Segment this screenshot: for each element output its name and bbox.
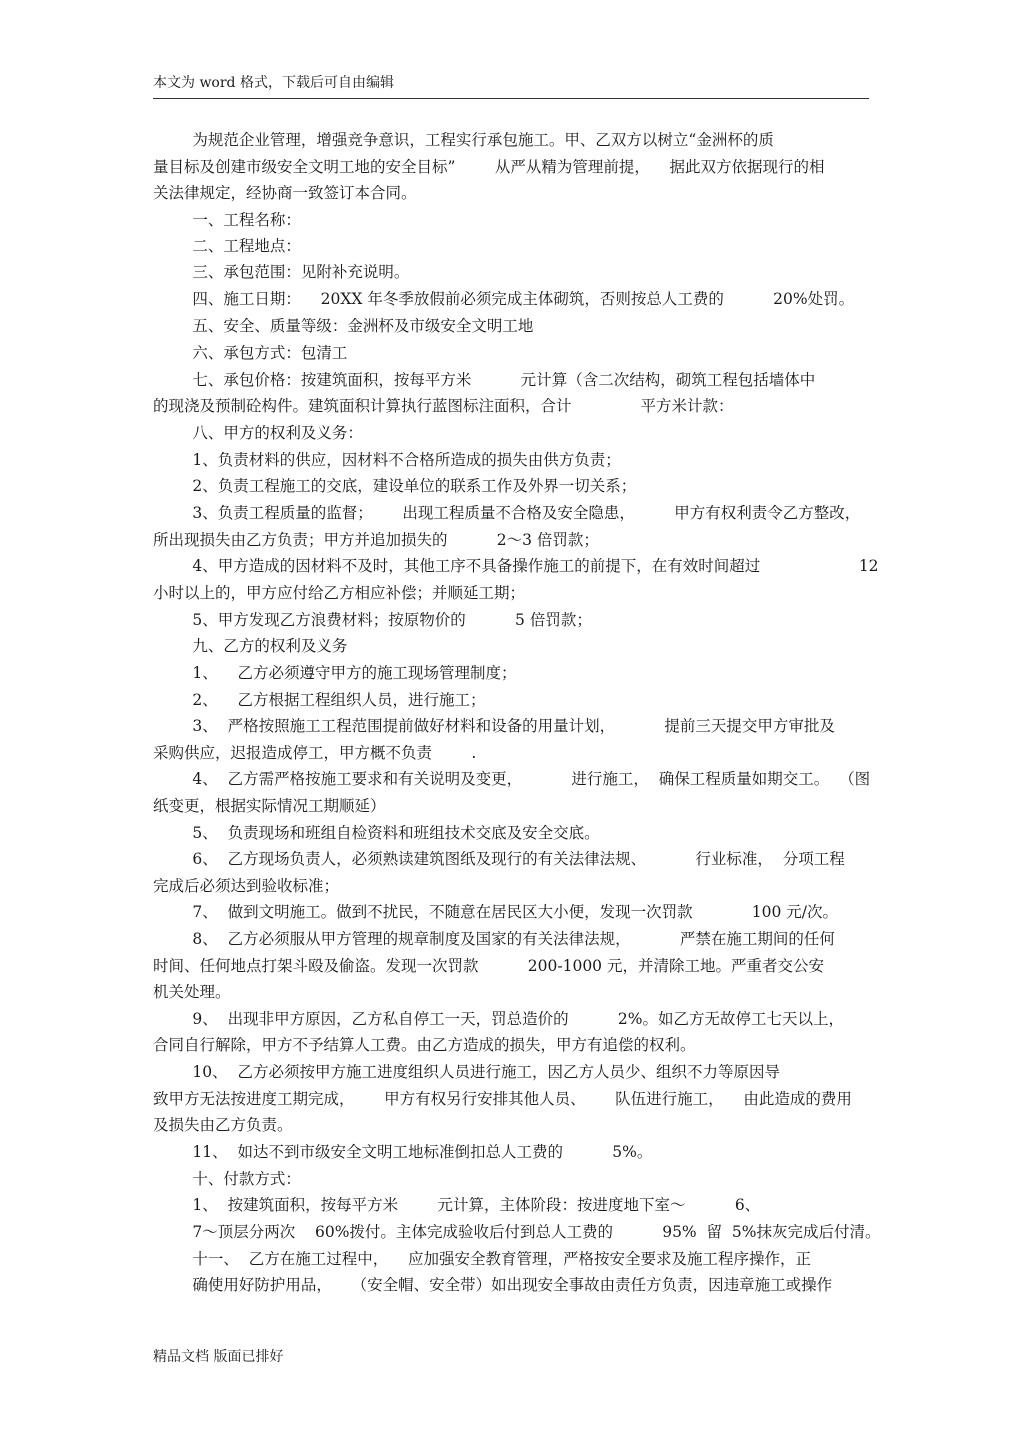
text-line: 确使用好防护用品， （安全帽、安全带）如出现安全事故由责任方负责，因违章施工或操作 xyxy=(153,1276,833,1294)
text-line: 九、乙方的权利及义务 xyxy=(153,637,348,655)
text-line: 采购供应，迟报造成停工，甲方概不负责 . xyxy=(153,744,477,762)
text-line: 所出现损失由乙方负责；甲方并追加损失的 2～3 倍罚款； xyxy=(153,531,599,549)
text-line: 为规范企业管理，增强竞争意识，工程实行承包施工。甲、乙双方以树立“金洲杯的质 xyxy=(153,131,774,149)
page-header: 本文为 word 格式，下载后可自由编辑 xyxy=(153,75,394,91)
text-line: 二、工程地点： xyxy=(153,237,301,255)
text-line: 2、 乙方根据工程组织人员，进行施工； xyxy=(153,691,486,709)
text-line: 3、 严格按照施工工程范围提前做好材料和设备的用量计划， 提前三天提交甲方审批及 xyxy=(153,717,835,735)
text-line: 6、 乙方现场负责人，必须熟读建筑图纸及现行的有关法律法规、 行业标准， 分项工程 xyxy=(153,850,845,868)
text-line: 5、 负责现场和班组自检资料和班组技术交底及安全交底。 xyxy=(153,824,600,842)
text-line: 三、承包范围：见附补充说明。 xyxy=(153,263,410,281)
text-line: 纸变更，根据实际情况工期顺延） xyxy=(153,797,386,815)
text-line: 合同自行解除，甲方不予结算人工费。由乙方造成的损失，甲方有追偿的权利。 xyxy=(153,1036,696,1054)
text-line: 六、承包方式：包清工 xyxy=(153,344,348,362)
text-line: 小时以上的，甲方应付给乙方相应补偿；并顺延工期； xyxy=(153,584,526,602)
text-line: 1、 按建筑面积，按每平方米 元计算，主体阶段：按进度地下室～ 6、 xyxy=(153,1196,761,1214)
text-line: 十、付款方式： xyxy=(153,1170,301,1188)
text-line: 7～顶层分两次 60%拨付。主体完成验收后付到总人工费的 95% 留 5%抹灰完成后付清。 xyxy=(153,1223,881,1241)
text-line: 时间、任何地点打架斗殴及偷盗。发现一次罚款 200-1000 元，并清除工地。严重者交公安 xyxy=(153,957,824,975)
text-line: 3、负责工程质量的监督； 出现工程质量不合格及安全隐患， 甲方有权利责令乙方整改， xyxy=(153,504,861,522)
text-line: 9、 出现非甲方原因，乙方私自停工一天，罚总造价的 2%。如乙方无故停工七天以上， xyxy=(153,1010,844,1028)
text-line: 8、 乙方必须服从甲方管理的规章制度及国家的有关法律法规， 严禁在施工期间的任何 xyxy=(153,930,835,948)
text-line: 1、负责材料的供应，因材料不合格所造成的损失由供方负责； xyxy=(153,451,621,469)
text-line: 4、甲方造成的因材料不及时，其他工序不具备操作施工的前提下，在有效时间超过 12 xyxy=(153,557,879,575)
text-line: 4、 乙方需严格按施工要求和有关说明及变更， 进行施工， 确保工程质量如期交工。 （图 xyxy=(153,770,871,788)
text-line: 7、 做到文明施工。做到不扰民，不随意在居民区大小便，发现一次罚款 100 元/次。 xyxy=(153,903,838,921)
page-footer: 精品文档 版面已排好 xyxy=(153,1349,284,1365)
text-line: 10、 乙方必须按甲方施工进度组织人员进行施工，因乙方人员少、组织不力等原因导 xyxy=(153,1063,780,1081)
text-line: 完成后必须达到验收标准； xyxy=(153,877,340,895)
header-divider xyxy=(153,98,869,99)
text-line: 四、施工日期： 20XX 年冬季放假前必须完成主体砌筑，否则按总人工费的 20%处罚。 xyxy=(153,290,855,308)
text-line: 机关处理。 xyxy=(153,983,231,1001)
text-line: 量目标及创建市级安全文明工地的安全目标” 从严从精为管理前提， 据此双方依据现行的相 xyxy=(153,158,825,176)
text-line: 2、负责工程施工的交底，建设单位的联系工作及外界一切关系； xyxy=(153,477,637,495)
text-line: 5、甲方发现乙方浪费材料；按原物价的 5 倍罚款； xyxy=(153,611,592,629)
text-line: 十一、 乙方在施工过程中， 应加强安全教育管理，严格按安全要求及施工程序操作，正 xyxy=(153,1250,811,1268)
text-line: 一、工程名称： xyxy=(153,211,301,229)
text-line: 关法律规定，经协商一致签订本合同。 xyxy=(153,184,417,202)
text-line: 及损失由乙方负责。 xyxy=(153,1116,293,1134)
text-line: 致甲方无法按进度工期完成， 甲方有权另行安排其他人员、 队伍进行施工， 由此造成的费用 xyxy=(153,1090,852,1108)
text-line: 1、 乙方必须遵守甲方的施工现场管理制度； xyxy=(153,664,517,682)
text-line: 11、 如达不到市级安全文明工地标准倒扣总人工费的 5%。 xyxy=(153,1143,653,1161)
text-line: 五、安全、质量等级：金洲杯及市级安全文明工地 xyxy=(153,317,534,335)
text-line: 的现浇及预制砼构件。建筑面积计算执行蓝图标注面积，合计 平方米计款： xyxy=(153,397,734,415)
text-line: 八、甲方的权利及义务： xyxy=(153,424,363,442)
text-line: 七、承包价格：按建筑面积，按每平方米 元计算（含二次结构，砌筑工程包括墙体中 xyxy=(153,371,816,389)
